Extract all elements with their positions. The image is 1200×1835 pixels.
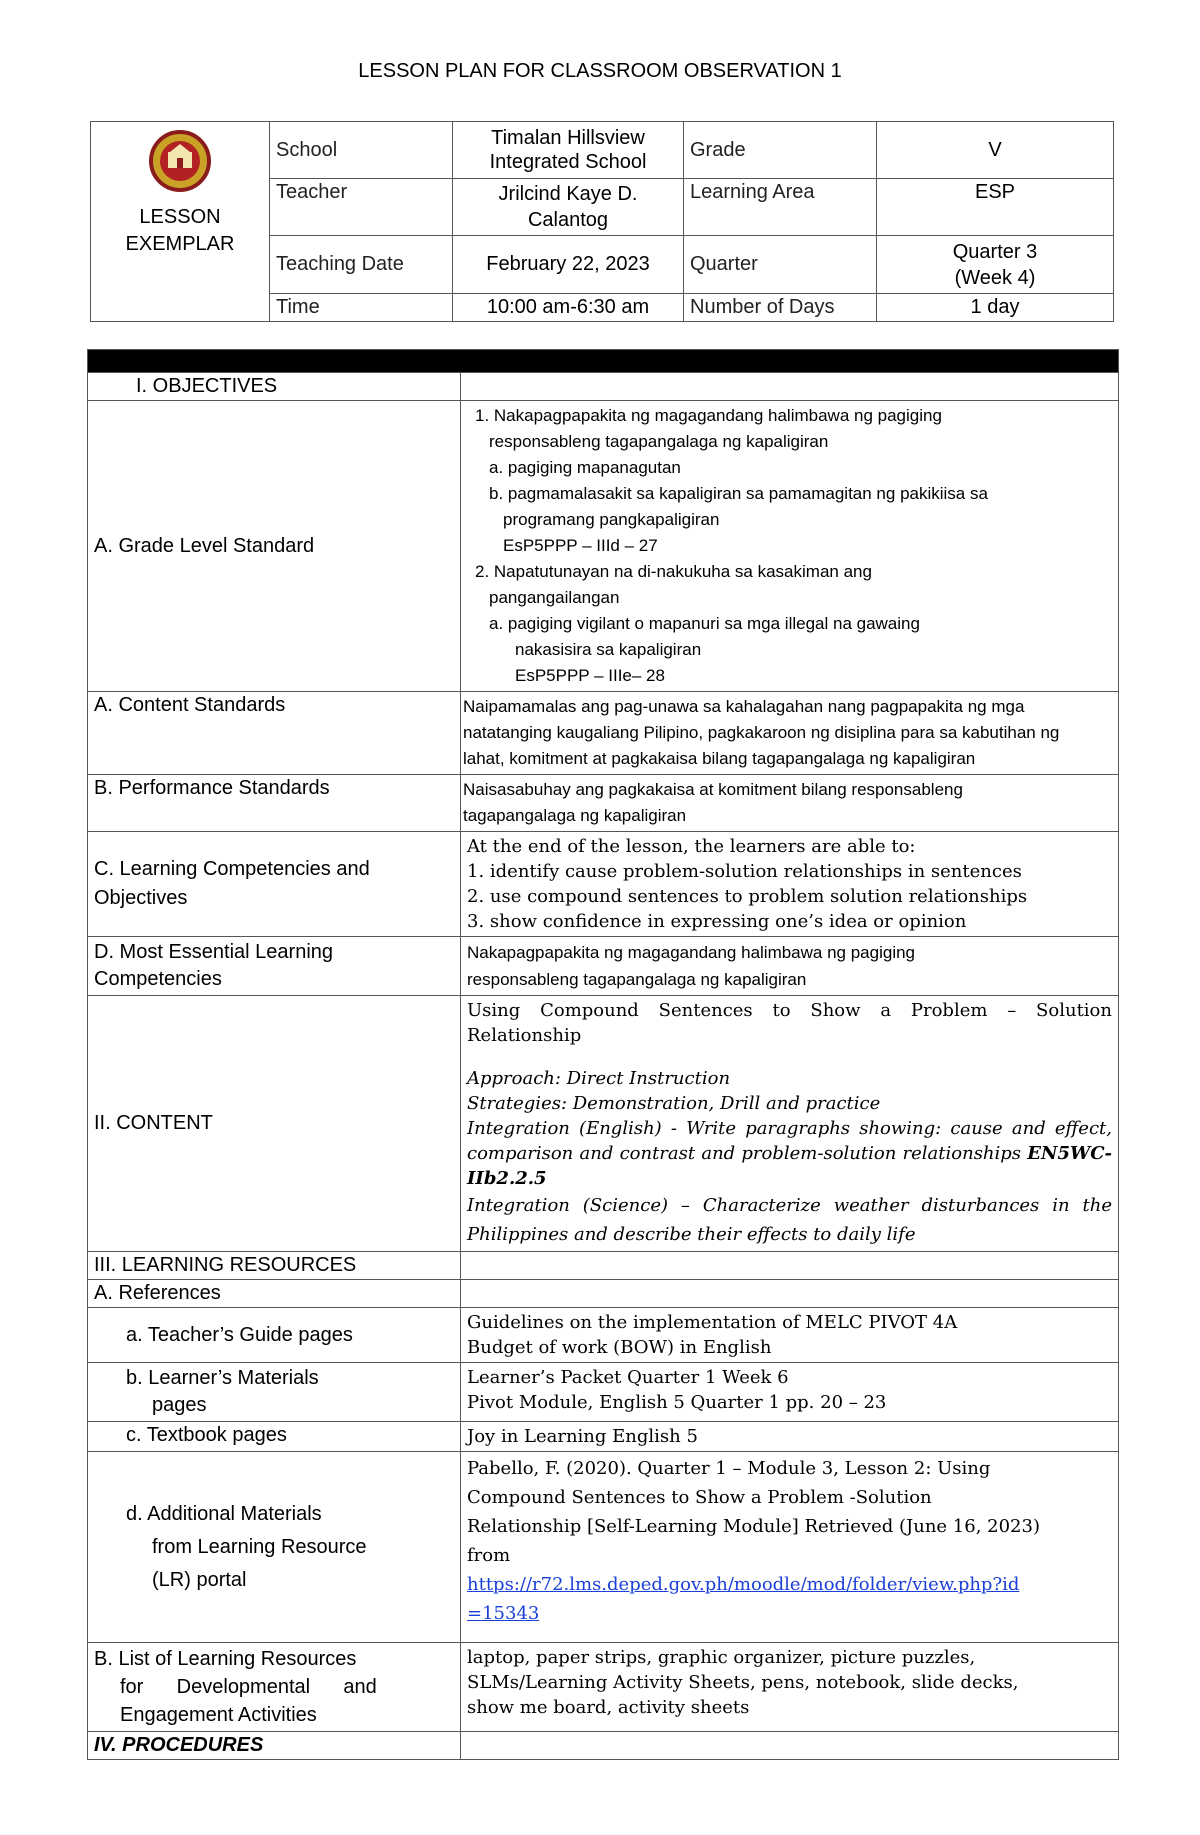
content-integration-english-text: Integration (English) - Write paragraphs showing: cause and effect, comparison and contrast and problem-solution relationships [467,1118,1112,1164]
content-strategies: Strategies: Demonstration, Drill and practice [467,1093,881,1114]
performance-standards-label: B. Performance Standards [88,775,461,832]
resource-list-label-line-3: Engagement Activities [120,1704,317,1726]
additional-materials-line: Relationship [Self-Learning Module] Retrieved (June 16, 2023) [467,1516,1040,1537]
performance-standards-value [461,775,1119,832]
school-label: School [270,122,453,179]
additional-materials-line: Compound Sentences to Show a Problem -Solution [467,1487,932,1508]
resource-list-value [461,1643,1119,1732]
date-label: Teaching Date [270,236,453,294]
learners-materials-value [461,1363,1119,1422]
deped-lms-link-continued[interactable]: =15343 [467,1603,540,1624]
objectives-row [88,373,1119,401]
quarter-value [877,236,1114,294]
teacher-label: Teacher [270,179,453,236]
grade-label: Grade [684,122,877,179]
grade-value: V [877,122,1114,179]
learners-materials-label-line-1: b. Learner’s Materials [126,1367,319,1389]
deped-lms-link[interactable]: https://r72.lms.deped.gov.ph/moodle/mod/folder/view.php?id [467,1574,1020,1595]
grade-level-value [461,401,1119,692]
procedures-label: IV. PROCEDURES [88,1732,461,1760]
resource-list-line: SLMs/Learning Activity Sheets, pens, notebook, slide decks, [467,1672,1019,1693]
content-approach: Approach: Direct Instruction [467,1068,731,1089]
textbook-label: c. Textbook pages [88,1422,461,1452]
procedures-row [88,1732,1119,1760]
melc-label-line-1: D. Most Essential Learning [94,941,334,963]
competencies-line: 2. use compound sentences to problem solution relationships [467,886,1028,907]
learners-materials-row [88,1363,1119,1422]
grade-level-line: pangangailangan [489,588,620,607]
grade-level-line: programang pangkapaligiran [503,510,720,529]
additional-materials-line: Pabello, F. (2020). Quarter 1 – Module 3, Lesson 2: Using [467,1458,991,1479]
references-row [88,1280,1119,1308]
performance-standards-row [88,775,1119,832]
grade-level-line: a. pagiging mapanagutan [489,458,681,477]
header-table [90,121,1114,322]
learners-materials-label-line-2: pages [152,1394,207,1416]
exemplar-line-1: LESSON [139,206,221,228]
grade-level-line: EsP5PPP – IIIe– 28 [515,666,665,685]
melc-line: Nakapagpapakita ng magagandang halimbawa ng pagiging [467,943,916,962]
grade-level-line: 1. Nakapagpapakita ng magagandang halimbawa ng pagiging [475,406,942,425]
content-topic: Using Compound Sentences to Show a Problem – Solution Relationship [467,1000,1112,1046]
performance-standards-line: tagapangalaga ng kapaligiran [463,806,687,825]
additional-materials-line: from [467,1545,511,1566]
grade-level-label: A. Grade Level Standard [88,401,461,692]
days-value: 1 day [877,294,1114,322]
additional-materials-value [461,1452,1119,1643]
procedures-value [461,1732,1119,1760]
content-standards-label: A. Content Standards [88,692,461,775]
teacher-value: Jrilcind Kaye D. Calantog [453,179,684,236]
content-standards-line: natatanging kaugaliang Pilipino, pagkakaroon ng disiplina para sa kabutihan ng [463,723,1060,742]
competencies-line: At the end of the lesson, the learners are able to: [467,836,916,857]
lesson-plan-table [87,349,1119,1760]
teachers-guide-line: Guidelines on the implementation of MELC PIVOT 4A [467,1312,958,1333]
learners-materials-label [88,1363,461,1422]
learning-resources-value [461,1252,1119,1280]
content-integration-english-code: EN5WC-IIb2.2.5 [467,1143,1112,1189]
resource-list-row [88,1643,1119,1732]
header-bar [88,350,1119,373]
school-value: Timalan Hillsview Integrated School [453,122,684,179]
teachers-guide-row [88,1308,1119,1363]
learners-materials-line: Pivot Module, English 5 Quarter 1 pp. 20 – 23 [467,1392,887,1413]
competencies-row [88,832,1119,937]
days-label: Number of Days [684,294,877,322]
grade-level-line: nakasisira sa kapaligiran [515,640,702,659]
competencies-label-line-1: C. Learning Competencies and [94,858,370,880]
competencies-value [461,832,1119,937]
exemplar-line-2: EXEMPLAR [125,233,235,255]
teachers-guide-line: Budget of work (BOW) in English [467,1337,772,1358]
learning-resources-label: III. LEARNING RESOURCES [88,1252,461,1280]
resource-list-line: laptop, paper strips, graphic organizer, picture puzzles, [467,1647,976,1668]
learners-materials-line: Learner’s Packet Quarter 1 Week 6 [467,1367,789,1388]
area-label: Learning Area [684,179,877,236]
logo-cell [91,122,270,322]
content-row [88,996,1119,1252]
content-integration-science: Integration (Science) – Characterize weather disturbances in the Philippines and describe their effects to daily life [467,1195,1112,1245]
competencies-line: 3. show confidence in expressing one’s idea or opinion [467,911,967,932]
additional-materials-label [88,1452,461,1643]
resource-list-label [88,1643,461,1732]
grade-level-line: a. pagiging vigilant o mapanuri sa mga illegal na gawaing [489,614,920,633]
objectives-label: I. OBJECTIVES [88,373,461,401]
competencies-label [88,832,461,937]
teachers-guide-value [461,1308,1119,1363]
time-value: 10:00 am-6:30 am [453,294,684,322]
melc-label-line-2: Competencies [94,968,222,990]
date-value: February 22, 2023 [453,236,684,294]
references-value [461,1280,1119,1308]
additional-materials-row [88,1452,1119,1643]
school-seal-icon [146,130,214,192]
melc-row [88,937,1119,996]
competencies-label-line-2: Objectives [94,887,188,909]
melc-line: responsableng tagapangalaga ng kapaligiran [467,970,807,989]
content-standards-row [88,692,1119,775]
content-label: II. CONTENT [88,996,461,1252]
resource-list-label-line-1: B. List of Learning Resources [94,1648,357,1670]
additional-materials-label-line-1: d. Additional Materials [126,1502,322,1525]
document-title: LESSON PLAN FOR CLASSROOM OBSERVATION 1 [358,60,842,82]
teachers-guide-label: a. Teacher’s Guide pages [88,1308,461,1363]
competencies-line: 1. identify cause problem-solution relationships in sentences [467,861,1022,882]
quarter-value-line-2: (Week 4) [954,266,1036,289]
quarter-label: Quarter [684,236,877,294]
performance-standards-line: Naisasabuhay ang pagkakaisa at komitment bilang responsableng [463,780,963,799]
grade-level-row [88,401,1119,692]
melc-label [88,937,461,996]
resource-list-label-line-2: for Developmental and [120,1676,377,1698]
melc-value [461,937,1119,996]
grade-level-line: 2. Napatutunayan na di-nakukuha sa kasakiman ang [475,562,872,581]
resource-list-line: show me board, activity sheets [467,1697,750,1718]
grade-level-line: b. pagmamalasakit sa kapaligiran sa pamamagitan ng pakikiisa sa [489,484,988,503]
learning-resources-row [88,1252,1119,1280]
content-integration-english [467,1116,1112,1191]
textbook-row [88,1422,1119,1452]
content-standards-line: Naipamamalas ang pag-unawa sa kahalagahan nang pagpapakita ng mga [463,697,1025,716]
quarter-value-line-1: Quarter 3 [952,240,1038,263]
objectives-value [461,373,1119,401]
textbook-value: Joy in Learning English 5 [461,1422,1119,1452]
time-label: Time [270,294,453,322]
area-value: ESP [877,179,1114,236]
content-standards-line: lahat, komitment at pagkakaisa bilang tagapangalaga ng kapaligiran [463,749,976,768]
content-value [461,996,1119,1252]
grade-level-line: responsableng tagapangalaga ng kapaligiran [489,432,829,451]
additional-materials-label-line-2: from Learning Resource [152,1535,367,1558]
grade-level-line: EsP5PPP – IIId – 27 [503,536,658,555]
additional-materials-label-line-3: (LR) portal [152,1568,247,1591]
references-label: A. References [88,1280,461,1308]
content-standards-value [461,692,1119,775]
